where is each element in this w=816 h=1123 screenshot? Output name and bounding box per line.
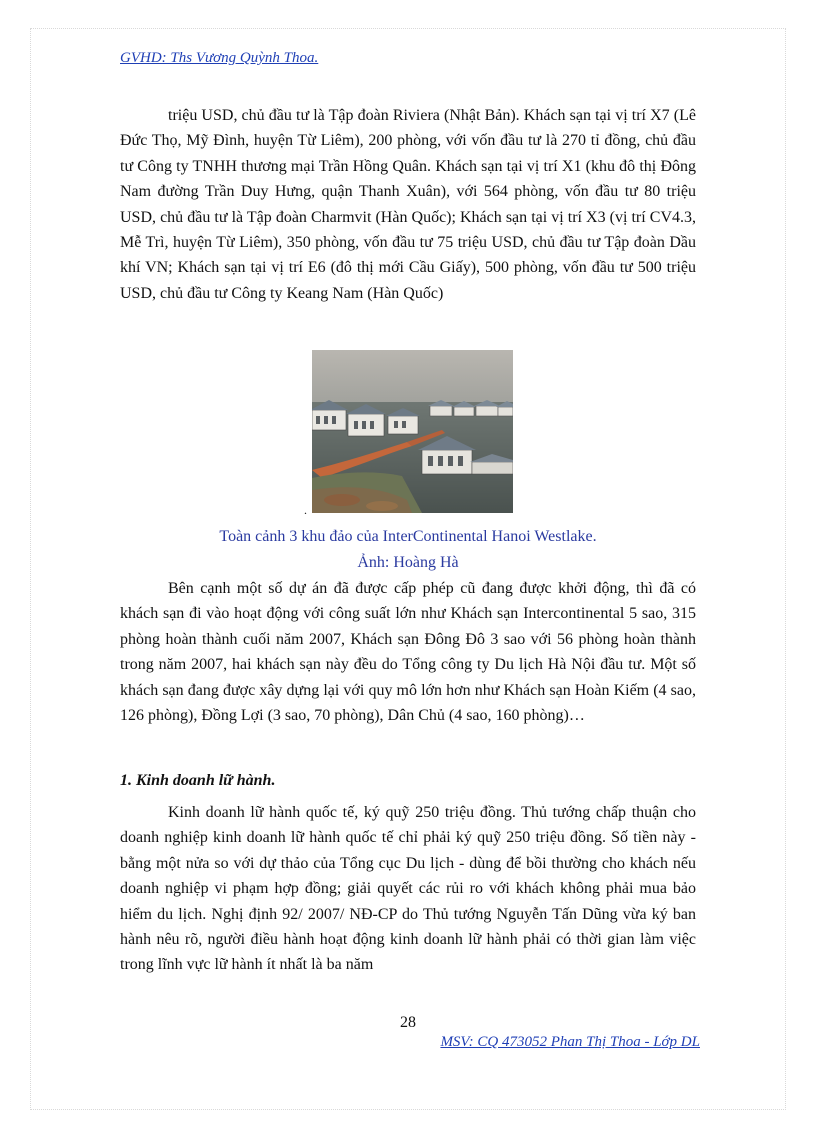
intercontinental-photo-image [312, 350, 513, 513]
paragraph-travel-business: Kinh doanh lữ hành quốc tế, ký quỹ 250 triệu đồng. Thủ tướng chấp thuận cho doanh nghiệp kinh doanh lữ hành quốc tế chỉ phải ký quỹ 250 triệu đồng. Số tiền này - bằng một nửa so với dự thảo của Tổng cục Du lịch - dùng để bồi thường cho khách nếu doanh nghiệp vi phạm hợp đồng; giải quyết các rủi ro với khách không phải mua bảo hiểm du lịch. Nghị định 92/ 2007/ NĐ-CP do Thủ tướng Nguyễn Tấn Dũng vừa ký ban hành nêu rõ, người điều hành hoạt động kinh doanh lữ hành phải có thời gian làm việc trong lĩnh vực lữ hành ít nhất là ba năm [120, 804, 696, 974]
page-number: 28 [400, 1014, 416, 1031]
paragraph-operating-hotels: Bên cạnh một số dự án đã được cấp phép cũ đang được khởi động, thì đã có khách sạn đi vào hoạt động với công suất lớn như Khách sạn Intercontinental 5 sao, 315 phòng hoàn thành cuối năm 2007, Khách sạn Đông Đô 3 sao với 56 phòng hoàn thành trong năm 2007, hai khách sạn này đều do Tổng công ty Du lịch Hà Nội đầu tư. Một số khách sạn đang được xây dựng lại với quy mô lớn hơn như Khách sạn Hoàn Kiếm (4 sao, 126 phòng), Đồng Lợi (3 sao, 70 phòng), Dân Chủ (4 sao, 160 phòng)… [120, 580, 696, 725]
page-header: GVHD: Ths Vương Quỳnh Thoa. [120, 50, 319, 66]
hotel-photo [312, 350, 513, 513]
paragraph-hotels: triệu USD, chủ đầu tư là Tập đoàn Riviera (Nhật Bản). Khách sạn tại vị trí X7 (Lê Đức Thọ, Mỹ Đình, huyện Từ Liêm), 200 phòng, với vốn đầu tư là 270 tỉ đồng, chủ đầu tư Công ty TNHH thương mại Trần Hồng Quân. Khách sạn tại vị trí X1 (khu đô thị Đông Nam đường Trần Duy Hưng, quận Thanh Xuân), với 564 phòng, vốn đầu tư 80 triệu USD, chủ đầu tư là Tập đoàn Charmvit (Hàn Quốc); Khách sạn tại vị trí X3 (vị trí CV4.3, Mễ Trì, huyện Từ Liêm), 350 phòng, vốn đầu tư 75 triệu USD, chủ đầu tư Tập đoàn Dầu khí VN; Khách sạn tại vị trí E6 (đô thị mới Cầu Giấy), 500 phòng, vốn đầu tư 500 triệu USD, chủ đầu tư Công ty Keang Nam (Hàn Quốc) [120, 107, 696, 302]
page-footer: MSV: CQ 473052 Phan Thị Thoa - Lớp DL [440, 1034, 700, 1050]
section-heading: 1. Kinh doanh lữ hành. [120, 772, 276, 789]
stray-mark: . [304, 503, 307, 517]
figure-credit: Ảnh: Hoàng Hà [357, 554, 459, 571]
figure-caption: Toàn cảnh 3 khu đảo của InterContinental Hanoi Westlake. [219, 528, 597, 545]
